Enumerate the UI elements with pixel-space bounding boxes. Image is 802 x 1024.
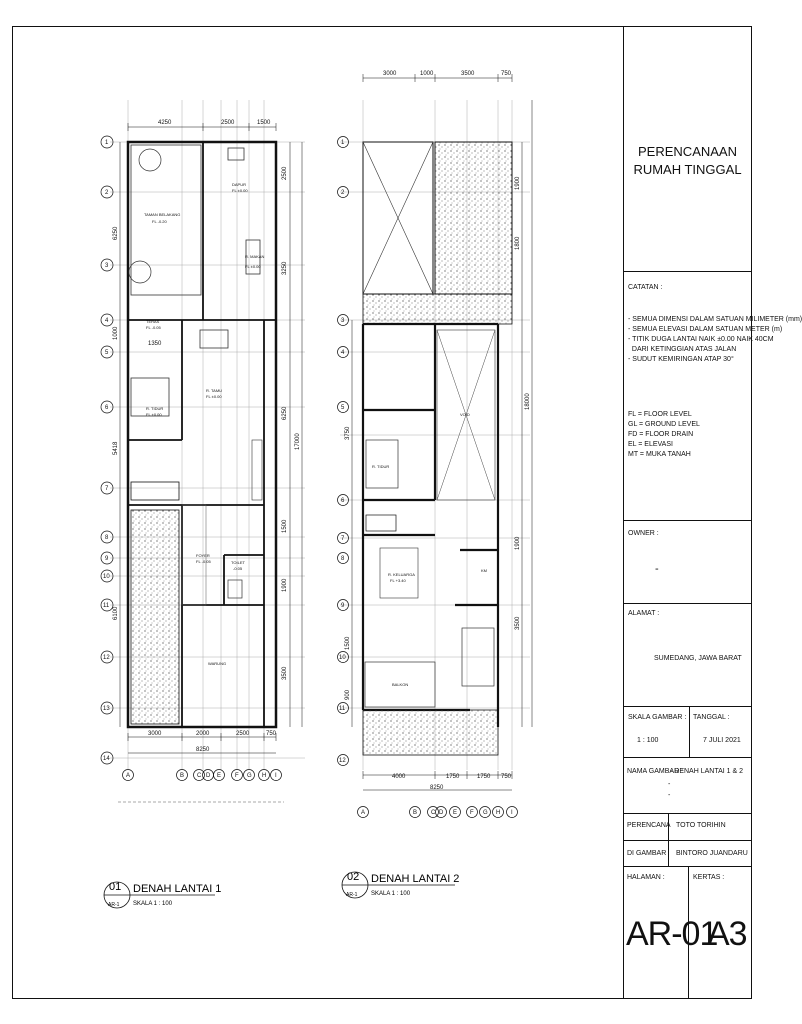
dim-left: 1000 [113, 326, 119, 340]
dim-bottom: 750 [501, 774, 512, 780]
room-fl-taman: FL -0.20 [152, 219, 167, 224]
grid-col-label: I [275, 773, 277, 779]
designer-value: TOTO TORIHIN [676, 822, 726, 829]
grid-col-label: F [470, 810, 474, 816]
dim-side: 1900 [515, 536, 521, 550]
plan2-scale: SKALA 1 : 100 [371, 891, 411, 897]
dim-top: 750 [501, 71, 512, 77]
note-item: - SUDUT KEMIRINGAN ATAP 30° [628, 356, 734, 363]
project-title-line1: PERENCANAAN [638, 144, 737, 159]
dim-bottom: 1750 [446, 774, 460, 780]
legend-item: FD = FLOOR DRAIN [628, 431, 694, 438]
drawing-name-value: - DENAH LANTAI 1 & 2 [670, 768, 744, 775]
alamat-value: SUMEDANG, JAWA BARAT [654, 655, 742, 662]
room-fl-foyer: FL -0.05 [196, 559, 211, 564]
grid-col-label: F [235, 773, 239, 779]
kitchen-sink [228, 148, 244, 160]
dim-inner: 1350 [148, 341, 162, 347]
scale-label: SKALA GAMBAR : [628, 714, 687, 721]
room-label-makan: R. MAKAN [245, 254, 265, 259]
grid-col-label: E [217, 773, 222, 779]
dim-side: 3500 [515, 616, 521, 630]
grid-row-label: 8 [105, 535, 109, 541]
paper-size: A3 [707, 915, 747, 953]
room-fl-makan: FL ±0.00 [245, 264, 261, 269]
dim-side-total: 18000 [525, 393, 531, 410]
room-label-tidur2: R. TIDUR [372, 464, 390, 469]
grid-row-label: 12 [339, 758, 346, 764]
front-roof-gravel [363, 710, 498, 755]
grid-row-label: 9 [105, 556, 109, 562]
legend-item: MT = MUKA TANAH [628, 451, 691, 458]
owner-label: OWNER : [628, 530, 659, 537]
drawing-name-extra: - [668, 792, 671, 799]
note-item: - SEMUA DIMENSI DALAM SATUAN MILIMETER (mm) [628, 316, 802, 323]
scale-value: 1 : 100 [637, 737, 659, 744]
room-label-taman: TAMAN BELAKANG [144, 212, 181, 217]
dim-bottom: 2000 [196, 731, 210, 737]
grid-col-label: G [483, 810, 488, 816]
room-label-warung: WARUNG [208, 661, 227, 666]
dim-left: 1500 [345, 636, 351, 650]
room-label-km: KM [481, 568, 487, 573]
designer-label: PERENCANA [627, 822, 671, 829]
room-label-toilet: TOILET [231, 560, 245, 565]
room-label-keluarga: R. KELUARGA [388, 572, 415, 577]
room-label-tamu: R. TAMU [206, 388, 223, 393]
dim-total: 8250 [196, 747, 210, 753]
grid-row-label: 7 [341, 536, 345, 542]
plan1-ground-floor [101, 100, 305, 908]
grid-row-label: 5 [105, 350, 109, 356]
drawing-name-label: NAMA GAMBAR : [627, 768, 684, 775]
grid-col-label: A [361, 810, 366, 816]
grid-row-label: 3 [341, 318, 345, 324]
room-label-void: VOID [460, 412, 470, 417]
dim-side: 2500 [282, 166, 288, 180]
grid-row-label: 2 [105, 190, 109, 196]
plan1-scale: SKALA 1 : 100 [133, 901, 173, 907]
dim-top: 4250 [158, 120, 172, 126]
dim-top: 3000 [383, 71, 397, 77]
room-label-tidur: R. TIDUR [146, 406, 164, 411]
plan2-walls [363, 324, 498, 727]
grid-col-label: E [453, 810, 458, 816]
grid-col-label: D [206, 773, 211, 779]
dim-side-total: 17000 [295, 433, 301, 450]
plan2-title: DENAH LANTAI 2 [371, 873, 460, 885]
grid-row-label: 8 [341, 556, 345, 562]
drafter-label: DI GAMBAR [627, 850, 667, 857]
tree-symbol [129, 261, 151, 283]
dim-bottom: 4000 [392, 774, 406, 780]
date-value: 7 JULI 2021 [703, 737, 741, 744]
grid-col-label: C [431, 810, 436, 816]
room-label-teras: TERAS [146, 319, 160, 324]
plan2-upper-floor [338, 71, 533, 898]
date-label: TANGGAL : [693, 714, 730, 721]
dim-side: 1500 [282, 519, 288, 533]
shelf-block [131, 482, 179, 500]
dim-side: 1800 [515, 236, 521, 250]
dim-side: 6250 [282, 406, 288, 420]
plan1-number: 01 [109, 881, 122, 893]
plan1-title: DENAH LANTAI 1 [133, 883, 222, 895]
dim-side: 1900 [282, 578, 288, 592]
note-item: - TITIK DUGA LANTAI NAIK ±0.00 NAIK 40CM [628, 336, 774, 343]
grid-row-label: 7 [105, 486, 109, 492]
dim-side: 3250 [282, 261, 288, 275]
grid-col-label: H [262, 773, 267, 779]
room-fl-tidur: FL ±0.00 [146, 412, 162, 417]
room-fl-toilet: -0.05 [233, 566, 243, 571]
grid-col-label: G [247, 773, 252, 779]
drafter-value: BINTORO JUANDARU [676, 850, 748, 857]
grid-col-label: H [496, 810, 501, 816]
grid-row-label: 10 [103, 574, 110, 580]
plan1-top-dimension-line [128, 123, 276, 131]
room-fl-tamu: FL ±0.00 [206, 394, 222, 399]
grid-row-label: 9 [341, 603, 345, 609]
dim-top: 3500 [461, 71, 475, 77]
legend-item: EL = ELEVASI [628, 441, 673, 448]
dim-side: 3500 [282, 666, 288, 680]
grid-row-label: 11 [339, 706, 346, 712]
stair [252, 440, 262, 500]
legend-item: FL = FLOOR LEVEL [628, 411, 692, 418]
grid-col-label: B [413, 810, 418, 816]
grid-row-label: 1 [341, 140, 345, 146]
plan1-col-markers [123, 770, 282, 781]
grid-row-label: 4 [341, 350, 345, 356]
dim-top: 1500 [257, 120, 271, 126]
roof-gravel-strip [363, 294, 512, 324]
note-item: - SEMUA ELEVASI DALAM SATUAN METER (m) [628, 326, 783, 333]
dim-top: 2500 [221, 120, 235, 126]
note-item: DARI KETINGGIAN ATAS JALAN [628, 346, 737, 353]
grid-row-label: 3 [105, 263, 109, 269]
sofa [200, 330, 228, 348]
dim-top: 1000 [420, 71, 434, 77]
notes-label: CATATAN : [628, 284, 663, 291]
dim-bottom: 750 [266, 731, 277, 737]
wardrobe [366, 515, 396, 531]
grid-row-label: 2 [341, 190, 345, 196]
grid-row-label: 1 [105, 140, 109, 146]
tree-symbol [139, 149, 161, 171]
plan1-row-markers [101, 136, 113, 764]
grid-row-label: 10 [339, 655, 346, 661]
dim-left: 3750 [345, 426, 351, 440]
legend-item: GL = GROUND LEVEL [628, 421, 700, 428]
drawing-name-extra: - [668, 781, 671, 788]
dim-bottom: 1750 [477, 774, 491, 780]
grid-row-label: 4 [105, 318, 109, 324]
grid-col-label: D [439, 810, 444, 816]
project-title-line2: RUMAH TINGGAL [633, 161, 742, 177]
carport-tiles [131, 510, 179, 724]
grid-row-label: 11 [103, 603, 110, 609]
room-label-dapur: DAPUR [232, 182, 247, 187]
dim-left: 5418 [113, 441, 119, 455]
plan2-sheet-ref: AR-1 [346, 892, 358, 898]
plan2-col-markers [358, 807, 518, 818]
grid-row-label: 6 [341, 498, 345, 504]
room-fl-teras: FL -0.05 [146, 325, 161, 330]
grid-row-label: 12 [103, 655, 110, 661]
grid-col-label: A [126, 773, 131, 779]
grid-row-label: 6 [105, 405, 109, 411]
dim-left: 900 [345, 689, 351, 700]
dim-left: 6100 [113, 606, 119, 620]
plan2-number: 02 [347, 871, 360, 883]
dim-total: 8250 [430, 785, 444, 791]
grid-col-label: I [511, 810, 513, 816]
grid-row-label: 5 [341, 405, 345, 411]
roof-gravel [435, 142, 512, 294]
plan1-sheet-ref: AR-1 [108, 902, 120, 908]
room-label-foyer: FOYER [196, 553, 210, 558]
dim-bottom: 3000 [148, 731, 162, 737]
paper-label: KERTAS : [693, 874, 725, 881]
grid-col-label: B [180, 773, 185, 779]
page-label: HALAMAN : [627, 874, 665, 881]
plan2-row-markers [338, 137, 349, 766]
room-fl-dapur: FL ±0.00 [232, 188, 248, 193]
dim-left: 6250 [113, 226, 119, 240]
toilet-fixture [228, 580, 242, 598]
owner-value: - [655, 563, 659, 575]
alamat-label: ALAMAT : [628, 610, 660, 617]
page-number: AR-01 [626, 915, 718, 953]
dim-side: 1900 [515, 176, 521, 190]
grid-col-label: C [197, 773, 202, 779]
dim-bottom: 2500 [236, 731, 250, 737]
room-fl-keluarga: FL +3.40 [390, 578, 406, 583]
grid-row-label: 14 [103, 756, 110, 762]
room-label-balkon: BALKON [392, 682, 409, 687]
grid-row-label: 13 [103, 706, 110, 712]
